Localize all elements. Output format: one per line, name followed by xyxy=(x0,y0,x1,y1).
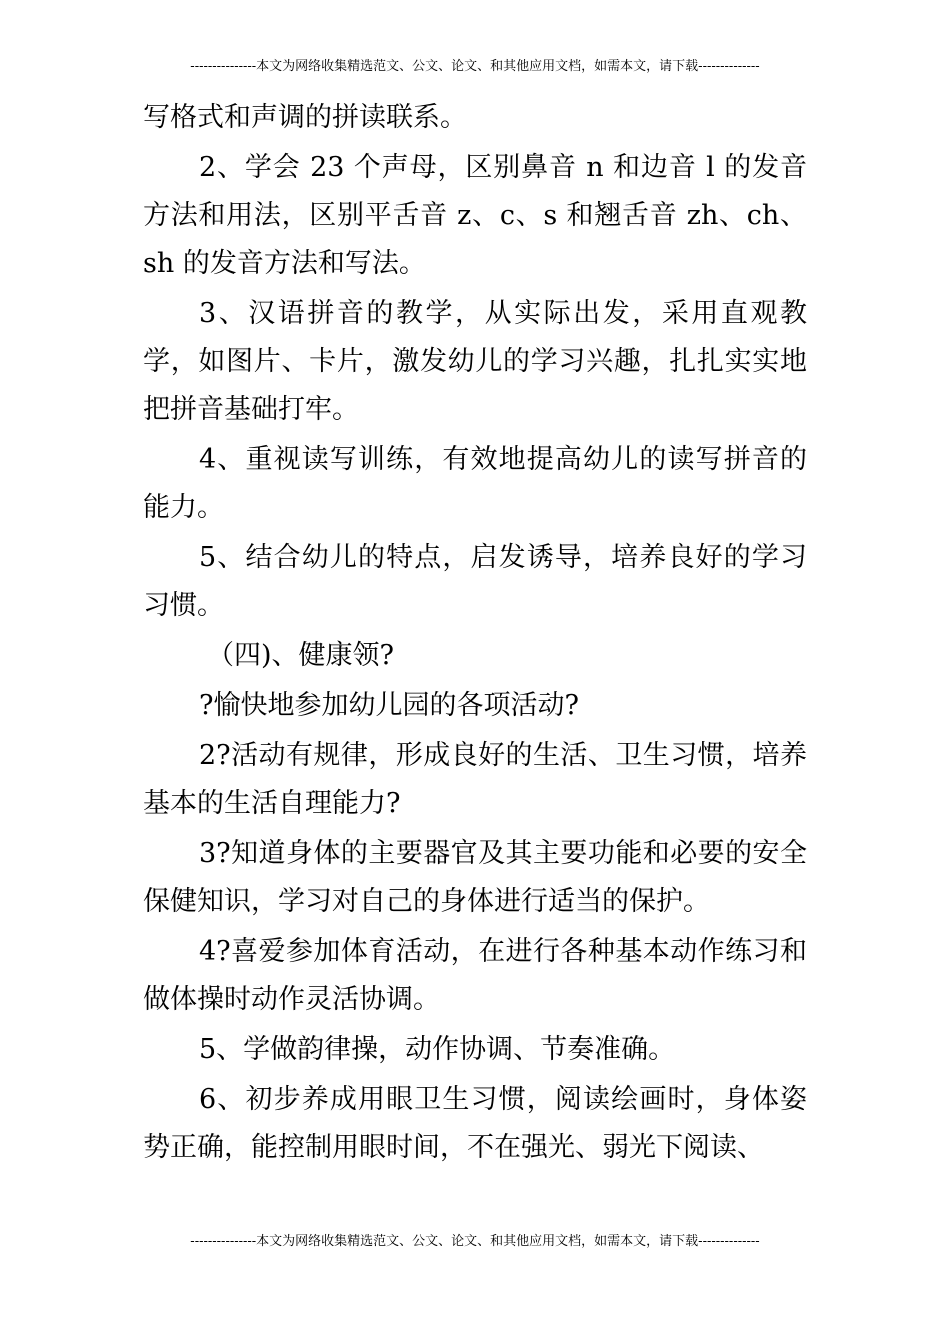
health-item-6: 6、初步养成用眼卫生习惯，阅读绘画时，身体姿势正确，能控制用眼时间，不在强光、弱光下阅读、 xyxy=(143,1084,807,1163)
health-item-1: ?愉快地参加幼儿园的各项活动? xyxy=(199,690,579,721)
health-item-4: 4?喜爱参加体育活动，在进行各种基本动作练习和做体操时动作灵活协调。 xyxy=(143,936,807,1015)
health-item-5: 5、学做韵律操，动作协调、节奏准确。 xyxy=(199,1034,676,1065)
health-item-3: 3?知道身体的主要器官及其主要功能和必要的安全保健知识，学习对自己的身体进行适当的保护。 xyxy=(143,838,807,917)
document-body xyxy=(143,94,807,1174)
paragraph-item-4: 4、重视读写训练，有效地提高幼儿的读写拼音的能力。 xyxy=(143,444,807,523)
health-item-2: 2?活动有规律，形成良好的生活、卫生习惯，培养基本的生活自理能力? xyxy=(143,740,807,819)
paragraph-item-5: 5、结合幼儿的特点，启发诱导，培养良好的学习习惯。 xyxy=(143,542,807,621)
running-header: ---------------本文为网络收集精选范文、公文、论文、和其他应用文档，如需本文，请下载-------------- xyxy=(190,59,760,74)
paragraph-item-2: 2、学会 23 个声母，区别鼻音 n 和边音 l 的发音方法和用法，区别平舌音 z、c、s 和翘舌音 zh、ch、sh 的发音方法和写法。 xyxy=(143,152,807,279)
paragraph-item-3: 3、汉语拼音的教学，从实际出发，采用直观教学，如图片、卡片，激发幼儿的学习兴趣，扎扎实实地把拼音基础打牢。 xyxy=(143,298,807,425)
running-footer: ---------------本文为网络收集精选范文、公文、论文、和其他应用文档，如需本文，请下载-------------- xyxy=(190,1234,760,1249)
section-heading-health: （四)、健康领? xyxy=(207,640,395,671)
paragraph-continuation: 写格式和声调的拼读联系。 xyxy=(143,102,467,133)
